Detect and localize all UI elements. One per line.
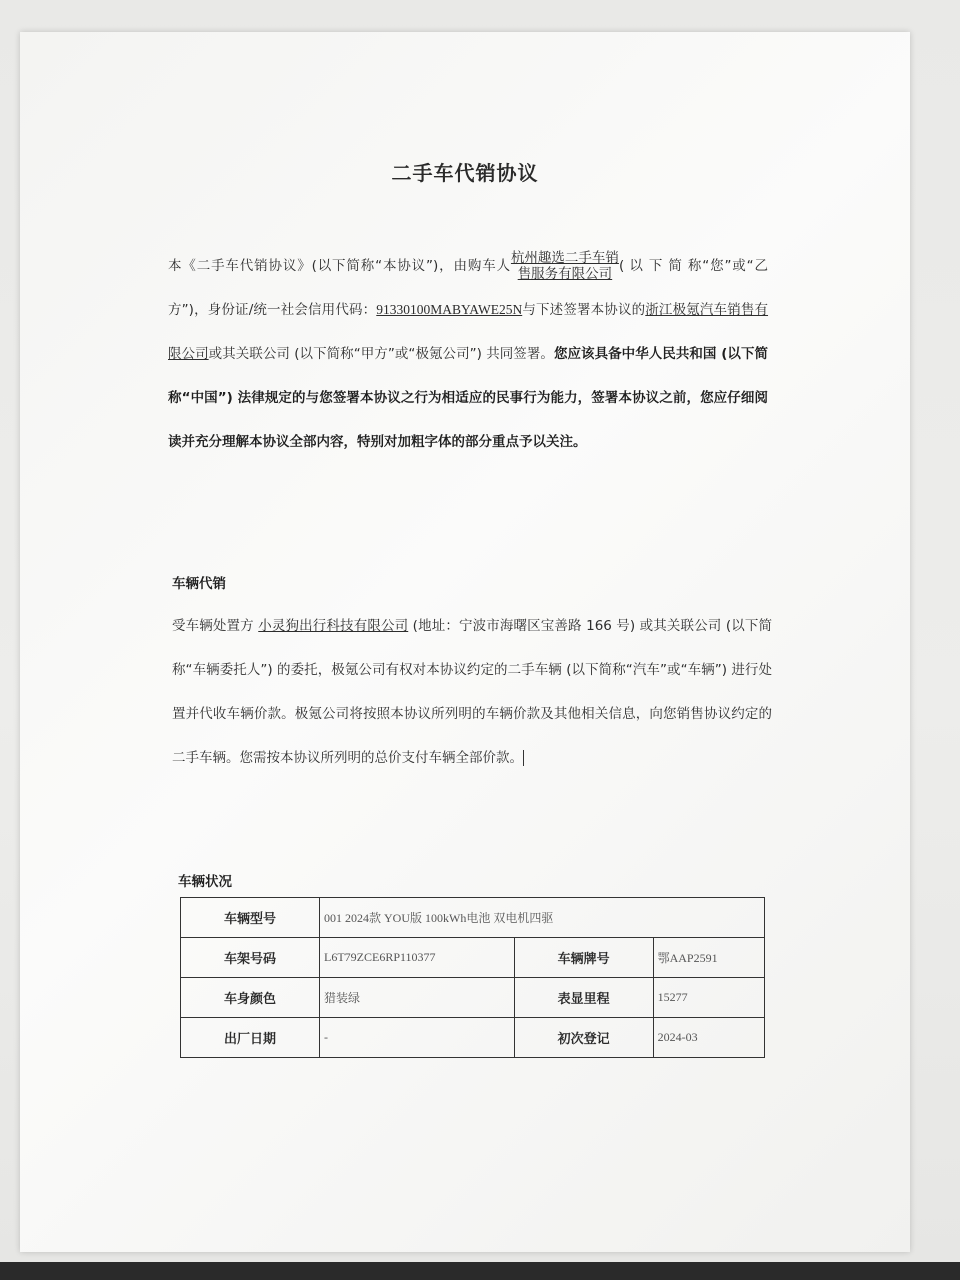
- disposer-name: 小灵狗出行科技有限公司: [258, 618, 409, 634]
- text-cursor: [523, 750, 524, 766]
- document-page: [20, 32, 910, 1252]
- consignment-text-2: (地址：宁波市海曙区宝善路 166 号) 或其关联公司 (以下简称“车辆委托人”) 的委托，极氪公司有权对本协议约定的二手车辆 (以下简称“汽车”或“车辆”) 进行处置并代收车辆价款。极氪公司将按照本协议所列明的车辆价款及其他相关信息，向您销售协议约定的二手车辆。您需按本协议所列明的总价支付车辆全部价款。: [172, 618, 773, 766]
- intro-text-5: 或其关联公司 (以下简称“甲方”或“极氪公司”) 共同签署。: [208, 346, 554, 362]
- intro-text-2: ( 以 下 简 称: [618, 258, 703, 274]
- consignment-text-1: 受车辆处置方: [172, 618, 254, 634]
- label-mfg-date: 出厂日期: [181, 1018, 320, 1058]
- table-row: [181, 978, 765, 1018]
- label-mileage: 表显里程: [514, 978, 653, 1018]
- seller-name: 浙江极氪汽车销售有限公司: [168, 302, 769, 362]
- value-vin: L6T79ZCE6RP110377: [320, 938, 515, 978]
- intro-text-1: 本《二手车代销协议》(以下简称“本协议”)，由购车人: [168, 258, 511, 274]
- taskbar: [0, 1262, 960, 1280]
- label-model: 车辆型号: [181, 898, 320, 938]
- label-plate: 车辆牌号: [514, 938, 653, 978]
- value-plate: 鄂AAP2591: [653, 938, 764, 978]
- credit-code: 91330100MABYAWE25N: [376, 302, 523, 317]
- table-row: [181, 938, 765, 978]
- label-color: 车身颜色: [181, 978, 320, 1018]
- intro-text-4: 与下述签署本协议的: [522, 302, 646, 318]
- intro-bold-text: 您应该具备中华人民共和国 (以下简称“中国”) 法律规定的与您签署本协议之行为相适应的民事行为能力，签署本协议之前，您应仔细阅读并充分理解本协议全部内容，特别对加粗字体的部分重点予以关注。: [168, 346, 769, 450]
- intro-text-3: “您”或“乙方”)，身份证/统一社会信用代码：: [168, 258, 768, 318]
- value-mileage: 15277: [653, 978, 764, 1018]
- value-mfg-date: -: [320, 1018, 515, 1058]
- section-heading-vehicle-consignment: 车辆代销: [172, 576, 226, 592]
- section-heading-vehicle-condition: 车辆状况: [178, 874, 232, 890]
- consignment-paragraph: [172, 604, 772, 780]
- intro-paragraph: [168, 244, 768, 464]
- value-first-registration: 2024-03: [653, 1018, 764, 1058]
- value-model: 001 2024款 YOU版 100kWh电池 双电机四驱: [320, 898, 765, 938]
- value-color: 猎装绿: [320, 978, 515, 1018]
- vehicle-info-table: [180, 897, 765, 1058]
- label-first-registration: 初次登记: [514, 1018, 653, 1058]
- buyer-name: 杭州趣选二手车销 售服务有限公司: [510, 250, 619, 282]
- table-row: [181, 1018, 765, 1058]
- document-title: 二手车代销协议: [391, 161, 539, 185]
- label-vin: 车架号码: [181, 938, 320, 978]
- table-row: [181, 898, 765, 938]
